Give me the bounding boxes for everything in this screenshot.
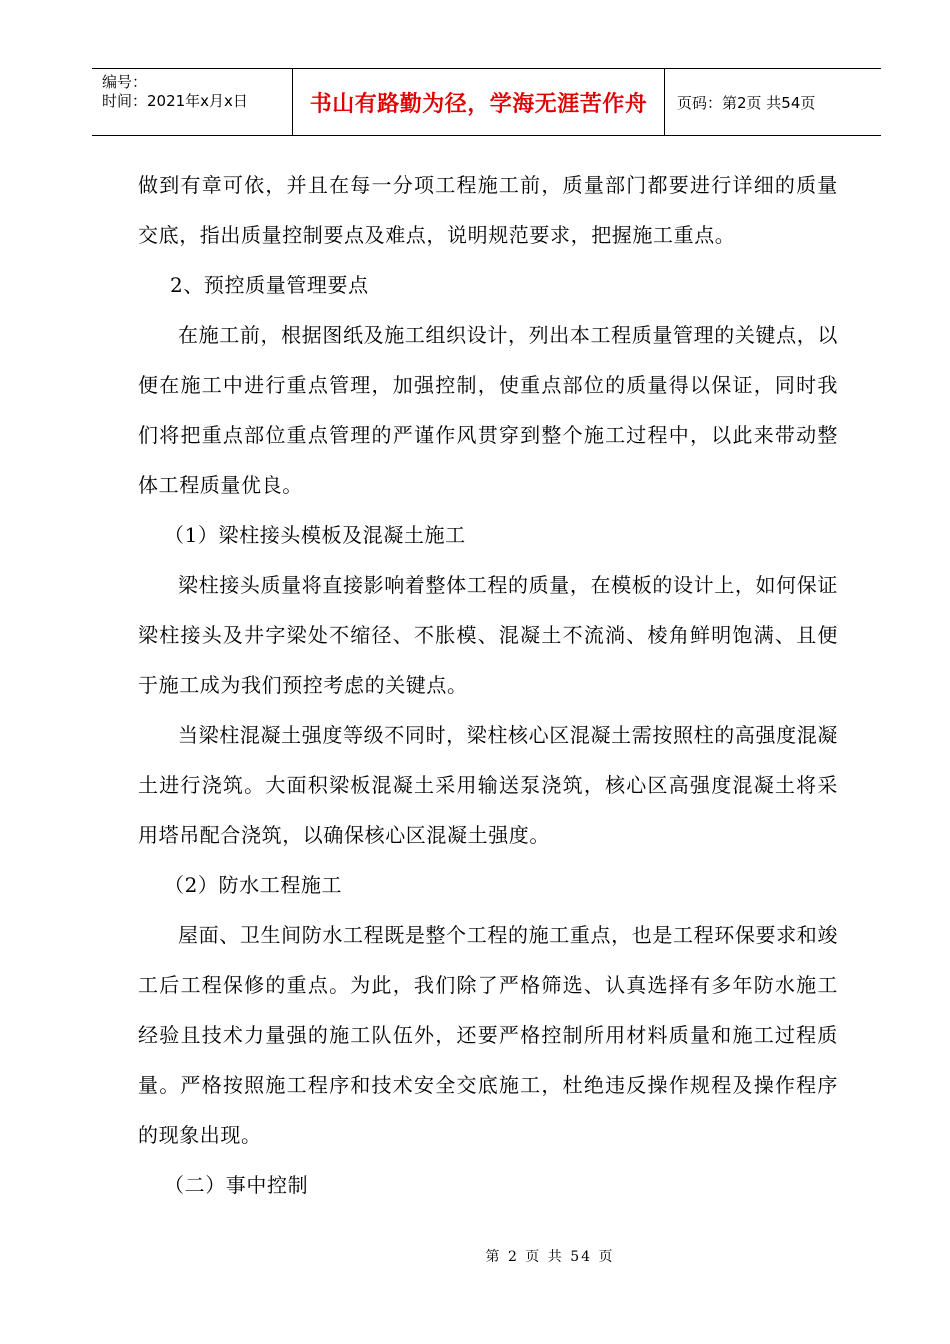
- subsection-heading: （2）防水工程施工: [164, 873, 343, 897]
- paragraph: 当梁柱混凝土强度等级不同时，梁柱核心区混凝土需按照柱的高强度混凝土进行浇筑。大面积梁板混凝土采用输送泵浇筑，核心区高强度混凝土将采用塔吊配合浇筑，以确保核心区混凝土强度。: [138, 723, 838, 847]
- paragraph: 屋面、卫生间防水工程既是整个工程的施工重点，也是工程环保要求和竣工后工程保修的重点。为此，我们除了严格筛选、认真选择有多年防水施工经验且技术力量强的施工队伍外，还要严格控制所用材料质量和施工过程质量。严格按照施工程序和技术安全交底施工，杜绝违反操作规程及操作程序的现象出现。: [138, 923, 838, 1147]
- header-page-number: 页码：第2页 共54页: [677, 93, 816, 112]
- header-motto: 书山有路勤为径，学海无涯苦作舟: [293, 69, 665, 135]
- paragraph: 做到有章可依，并且在每一分项工程施工前，质量部门都要进行详细的质量交底，指出质量控制要点及难点，说明规范要求，把握施工重点。: [138, 173, 838, 247]
- subsection-heading: （1）梁柱接头模板及混凝土施工: [164, 523, 466, 547]
- page-footer: 第 2 页 共 54 页: [485, 1249, 615, 1265]
- header-meta: [92, 69, 293, 135]
- page-header: [92, 68, 881, 136]
- section-heading: （二）事中控制: [164, 1173, 309, 1197]
- paragraph: 在施工前，根据图纸及施工组织设计，列出本工程质量管理的关键点，以便在施工中进行重点管理，加强控制，使重点部位的质量得以保证，同时我们将把重点部位重点管理的严谨作风贯穿到整个施工过程中，以此来带动整体工程质量优良。: [138, 323, 838, 497]
- serial-number-label: 编号：: [102, 73, 148, 91]
- paragraph: 梁柱接头质量将直接影响着整体工程的质量，在模板的设计上，如何保证梁柱接头及井字梁处不缩径、不胀模、混凝土不流淌、棱角鲜明饱满、且便于施工成为我们预控考虑的关键点。: [138, 573, 838, 697]
- date-label: 时间：2021年x月x日: [102, 92, 248, 110]
- section-heading: 2、预控质量管理要点: [170, 273, 369, 297]
- document-body: [138, 160, 838, 1210]
